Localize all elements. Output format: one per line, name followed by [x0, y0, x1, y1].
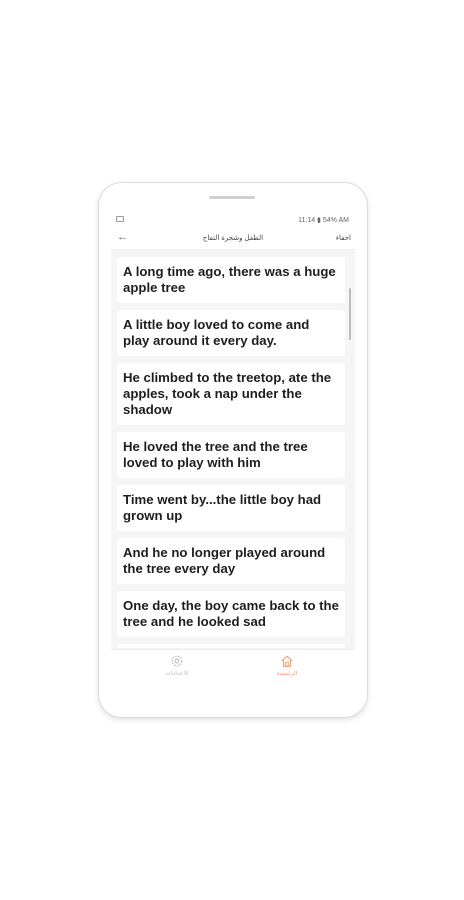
- story-paragraph: One day, the boy came back to the tree and he looked sad: [117, 591, 345, 637]
- nav-home[interactable]: [267, 654, 307, 677]
- status-info: ‏54% ▮ 11:14 AM: [298, 217, 349, 224]
- story-paragraph: [117, 644, 345, 648]
- status-bar: [111, 213, 355, 227]
- back-arrow-icon[interactable]: ←: [117, 231, 128, 243]
- story-paragraph: A long time ago, there was a huge apple tree: [117, 257, 345, 303]
- bottom-nav: [111, 649, 355, 689]
- phone-speaker: [209, 196, 255, 199]
- nav-settings-label: الاعدادات: [165, 671, 189, 677]
- hide-button[interactable]: اخفاء: [335, 235, 351, 242]
- story-paragraph: A little boy loved to come and play around it every day.: [117, 310, 345, 356]
- nav-settings[interactable]: [157, 654, 197, 677]
- gear-icon: [170, 654, 184, 668]
- home-icon: [280, 654, 294, 668]
- story-paragraph: He loved the tree and the tree loved to play with him: [117, 432, 345, 478]
- notification-icon: [116, 216, 124, 222]
- app-bar: [111, 227, 355, 250]
- story-list[interactable]: [111, 250, 355, 648]
- nav-home-label: الرئيسية: [276, 671, 298, 677]
- story-paragraph: Time went by...the little boy had grown up: [117, 485, 345, 531]
- story-paragraph: He climbed to the treetop, ate the apples, took a nap under the shadow: [117, 363, 345, 425]
- scrollbar[interactable]: [349, 288, 351, 340]
- story-paragraph: And he no longer played around the tree every day: [117, 538, 345, 584]
- phone-frame: [98, 182, 368, 718]
- page-title: الطفل وشجرة التفاح: [202, 235, 264, 242]
- app-screen: [111, 213, 355, 689]
